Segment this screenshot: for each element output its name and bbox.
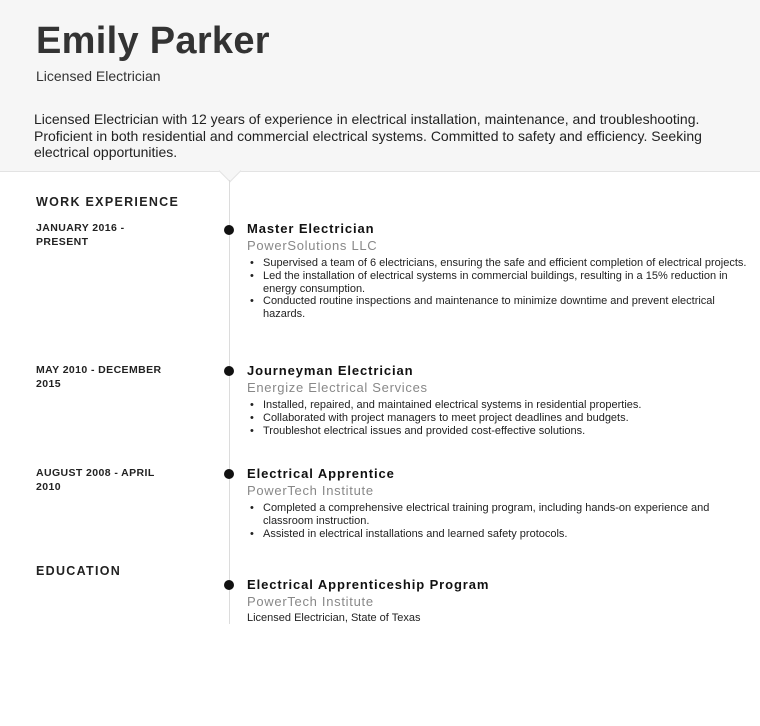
job-bullet: • Assisted in electrical installations and learned safety protocols. (247, 528, 747, 541)
job-title: Journeyman Electrician (247, 363, 414, 378)
education-title: Electrical Apprenticeship Program (247, 577, 490, 592)
job-bullets (247, 502, 747, 540)
timeline-line (229, 180, 230, 624)
job-entry (247, 466, 747, 540)
job-bullets (247, 257, 747, 321)
candidate-title: Licensed Electrician (36, 68, 161, 84)
job-entry (247, 363, 747, 437)
profile-summary: Licensed Electrician with 12 years of experience in electrical installation, maintenance, and troubleshooting. Proficient in both residential and commercial electrical systems. Committed to safety and efficiency. Seeking electrical opportunities. (34, 111, 702, 160)
work-experience-heading: WORK EXPERIENCE (36, 195, 180, 209)
job-company: Energize Electrical Services (247, 380, 428, 395)
job-bullet: • Conducted routine inspections and maintenance to minimize downtime and prevent electrical hazards. (247, 295, 747, 321)
education-heading: EDUCATION (36, 564, 122, 578)
candidate-name: Emily Parker (36, 20, 270, 62)
job-bullet: • Supervised a team of 6 electricians, ensuring the safe and efficient completion of electrical projects. (247, 257, 747, 270)
education-entry (247, 577, 747, 625)
job-date: AUGUST 2008 - APRIL 2010 (36, 467, 155, 493)
timeline-dot (224, 469, 234, 479)
education-school: PowerTech Institute (247, 594, 374, 609)
job-title: Electrical Apprentice (247, 466, 395, 481)
job-bullet: • Collaborated with project managers to meet project deadlines and budgets. (247, 412, 747, 425)
job-bullet: • Led the installation of electrical systems in commercial buildings, resulting in a 15% reduction in energy consumption. (247, 270, 747, 296)
job-bullet: • Installed, repaired, and maintained electrical systems in residential properties. (247, 399, 747, 412)
job-date: MAY 2010 - DECEMBER 2015 (36, 364, 162, 390)
job-title: Master Electrician (247, 221, 375, 236)
resume-header (0, 0, 760, 172)
job-bullets (247, 399, 747, 437)
job-date: JANUARY 2016 - PRESENT (36, 222, 125, 248)
timeline-dot (224, 580, 234, 590)
job-entry (247, 221, 747, 321)
education-detail: Licensed Electrician, State of Texas (247, 612, 421, 624)
timeline-dot (224, 225, 234, 235)
job-company: PowerTech Institute (247, 483, 374, 498)
job-bullet: • Completed a comprehensive electrical training program, including hands-on experience and classroom instruction. (247, 502, 747, 528)
timeline-dot (224, 366, 234, 376)
job-company: PowerSolutions LLC (247, 238, 378, 253)
job-bullet: • Troubleshot electrical issues and provided cost-effective solutions. (247, 425, 747, 438)
